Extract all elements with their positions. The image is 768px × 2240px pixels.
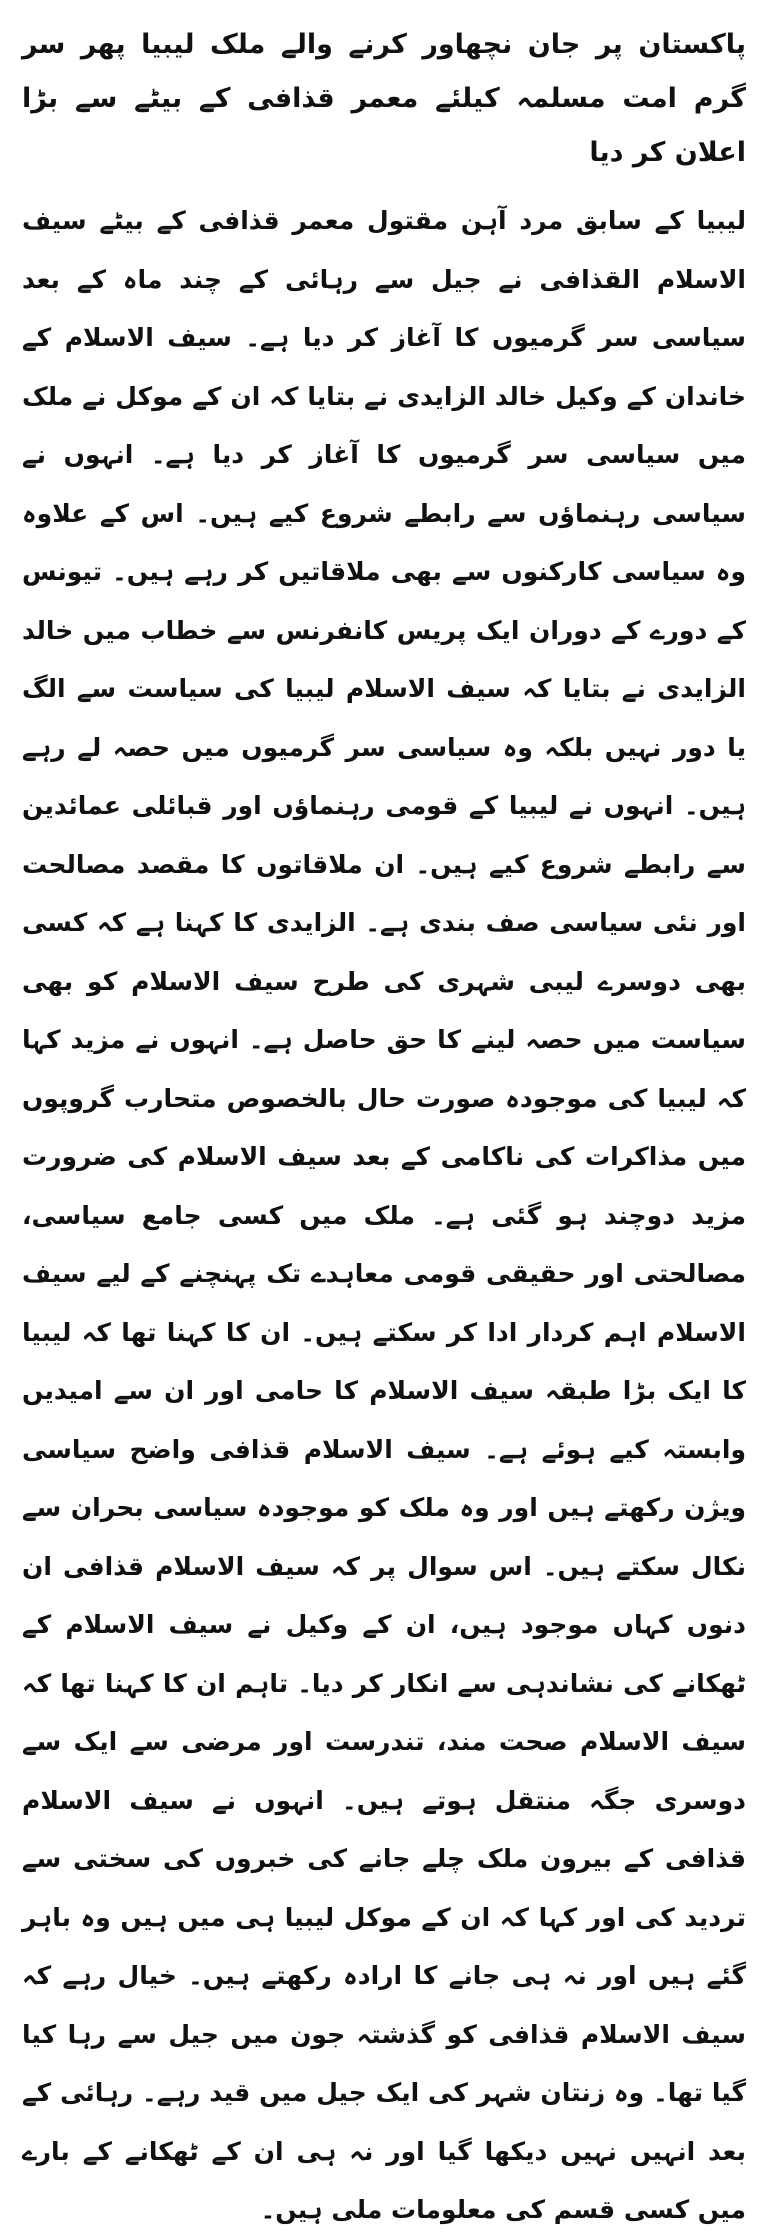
- article-body: لیبیا کے سابق مرد آہن مقتول معمر قذافی کے بیٹے سیف الاسلام القذافی نے جیل سے رہائی کے چند ماہ کے بعد سیاسی سر گرمیوں کا آغاز کر دیا ہے۔ سیف الاسلام کے خاندان کے وکیل خالد الزایدی نے بتایا کہ ان کے موکل نے ملک میں سیاسی سر گرمیوں کا آغاز کر دیا ہے۔ انہوں نے سیاسی رہنماؤں سے رابطے شروع کیے ہیں۔ اس کے علاوہ وہ سیاسی کارکنوں سے بھی ملاقاتیں کر رہے ہیں۔ تیونس کے دورے کے دوران ایک پریس کانفرنس سے خطاب میں خالد الزایدی نے بتایا کہ سیف الاسلام لیبیا کی سیاست سے الگ یا دور نہیں بلکہ وہ سیاسی سر گرمیوں میں حصہ لے رہے ہیں۔ انہوں نے لیبیا کے قومی رہنماؤں اور قبائلی عمائدین سے رابطے شروع کیے ہیں۔ ان ملاقاتوں کا مقصد مصالحت اور نئی سیاسی صف بندی ہے۔ الزایدی کا کہنا ہے کہ کسی بھی دوسرے لیبی شہری کی طرح سیف الاسلام کو بھی سیاست میں حصہ لینے کا حق حاصل ہے۔ انہوں نے مزید کہا کہ لیبیا کی موجودہ صورت حال بالخصوص متحارب گروپوں میں مذاکرات کی ناکامی کے بعد سیف الاسلام کی ضرورت مزید دوچند ہو گئی ہے۔ ملک میں کسی جامع سیاسی، مصالحتی اور حقیقی قومی معاہدے تک پہنچنے کے لیے سیف الاسلام اہم کردار ادا کر سکتے ہیں۔ ان کا کہنا تھا کہ لیبیا کا ایک بڑا طبقہ سیف الاسلام کا حامی اور ان سے امیدیں وابستہ کیے ہوئے ہے۔ سیف الاسلام قذافی واضح سیاسی ویژن رکھتے ہیں اور وہ ملک کو موجودہ سیاسی بحران سے نکال سکتے ہیں۔ اس سوال پر کہ سیف الاسلام قذافی ان دنوں کہاں موجود ہیں، ان کے وکیل نے سیف الاسلام کے ٹھکانے کی نشاندہی سے انکار کر دیا۔ تاہم ان کا کہنا تھا کہ سیف الاسلام صحت مند، تندرست اور مرضی سے ایک سے دوسری جگہ منتقل ہوتے ہیں۔ انہوں نے سیف الاسلام قذافی کے بیرون ملک چلے جانے کی خبروں کی سختی سے تردید کی اور کہا کہ ان کے موکل لیبیا ہی میں ہیں وہ باہر گئے ہیں اور نہ ہی جانے کا ارادہ رکھتے ہیں۔ خیال رہے کہ سیف الاسلام قذافی کو گذشتہ جون میں جیل سے رہا کیا گیا تھا۔ وہ زنتان شہر کی ایک جیل میں قید رہے۔ رہائی کے بعد انہیں نہیں دیکھا گیا اور نہ ہی ان کے ٹھکانے کے بارے میں کسی قسم کی معلومات ملی ہیں۔: [22, 206, 746, 2224]
- article-headline: پاکستان پر جان نچھاور کرنے والے ملک لیبیا پھر سر گرم امت مسلمہ کیلئے معمر قذافی کے بیٹے سے بڑا اعلان کر دیا: [22, 29, 746, 168]
- article: [22, 0, 746, 2240]
